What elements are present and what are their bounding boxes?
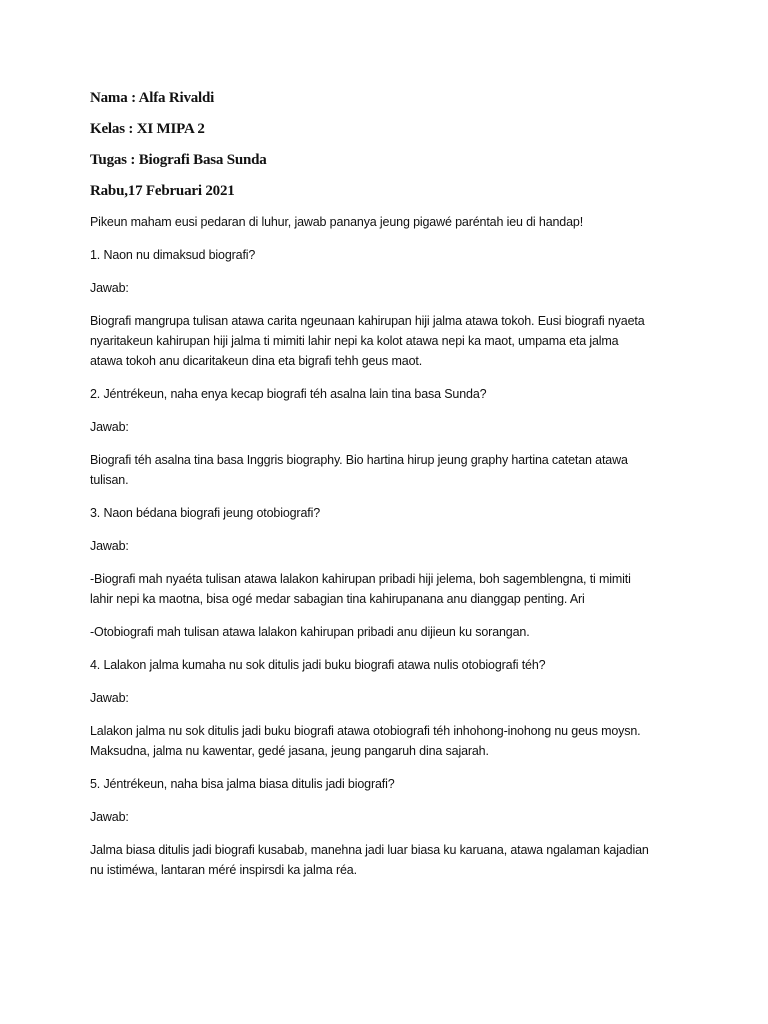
assignment-date: Rabu,17 Februari 2021	[90, 183, 235, 199]
answer-label-5: Jawab:	[90, 810, 129, 824]
answer-label-2: Jawab:	[90, 420, 129, 434]
question-1: 1. Naon nu dimaksud biografi?	[90, 248, 256, 262]
question-4: 4. Lalakon jalma kumaha nu sok ditulis jadi buku biografi atawa nulis otobiografi téh?	[90, 658, 546, 672]
question-3: 3. Naon bédana biografi jeung otobiografi?	[90, 506, 320, 520]
assignment-title: Tugas : Biografi Basa Sunda	[90, 152, 267, 168]
answer-3b: -Otobiografi mah tulisan atawa lalakon kahirupan pribadi anu dijieun ku sorangan.	[90, 625, 530, 639]
answer-label-4: Jawab:	[90, 691, 129, 705]
student-class: Kelas : XI MIPA 2	[90, 121, 205, 137]
answer-4: Lalakon jalma nu sok ditulis jadi buku biografi atawa otobiografi téh inhohong-inohong nu geus moysn. Maksudna, jalma nu kawentar, gedé jasana, jeung pangaruh dina sajarah.	[90, 724, 641, 758]
question-2: 2. Jéntrékeun, naha enya kecap biografi téh asalna lain tina basa Sunda?	[90, 387, 487, 401]
answer-label-1: Jawab:	[90, 281, 129, 295]
answer-3a: -Biografi mah nyaéta tulisan atawa lalakon kahirupan pribadi hiji jelema, boh sagemblengna, ti mimiti lahir nepi ka maotna, bisa ogé medar sabagian tina kahirupanana anu dianggap penting. Ari	[90, 572, 631, 606]
answer-5: Jalma biasa ditulis jadi biografi kusabab, manehna jadi luar biasa ku karuana, atawa ngalaman kajadian nu istiméwa, lantaran méré inspirsdi ka jalma réa.	[90, 843, 649, 877]
instruction-text: Pikeun maham eusi pedaran di luhur, jawab pananya jeung pigawé paréntah ieu di handap!	[90, 215, 584, 229]
student-name: Nama : Alfa Rivaldi	[90, 90, 215, 106]
answer-2: Biografi téh asalna tina basa Inggris biography. Bio hartina hirup jeung graphy hartina catetan atawa tulisan.	[90, 453, 628, 487]
answer-label-3: Jawab:	[90, 539, 129, 553]
answer-1: Biografi mangrupa tulisan atawa carita ngeunaan kahirupan hiji jalma atawa tokoh. Eusi biografi nyaeta nyaritakeun kahirupan hiji jalma ti mimiti lahir nepi ka kolot atawa nepi ka maot, umpama eta jalma atawa tokoh anu dicaritakeun dina eta bigrafi tehh geus maot.	[90, 314, 645, 368]
question-5: 5. Jéntrékeun, naha bisa jalma biasa ditulis jadi biografi?	[90, 777, 395, 791]
document-page	[90, 88, 690, 893]
